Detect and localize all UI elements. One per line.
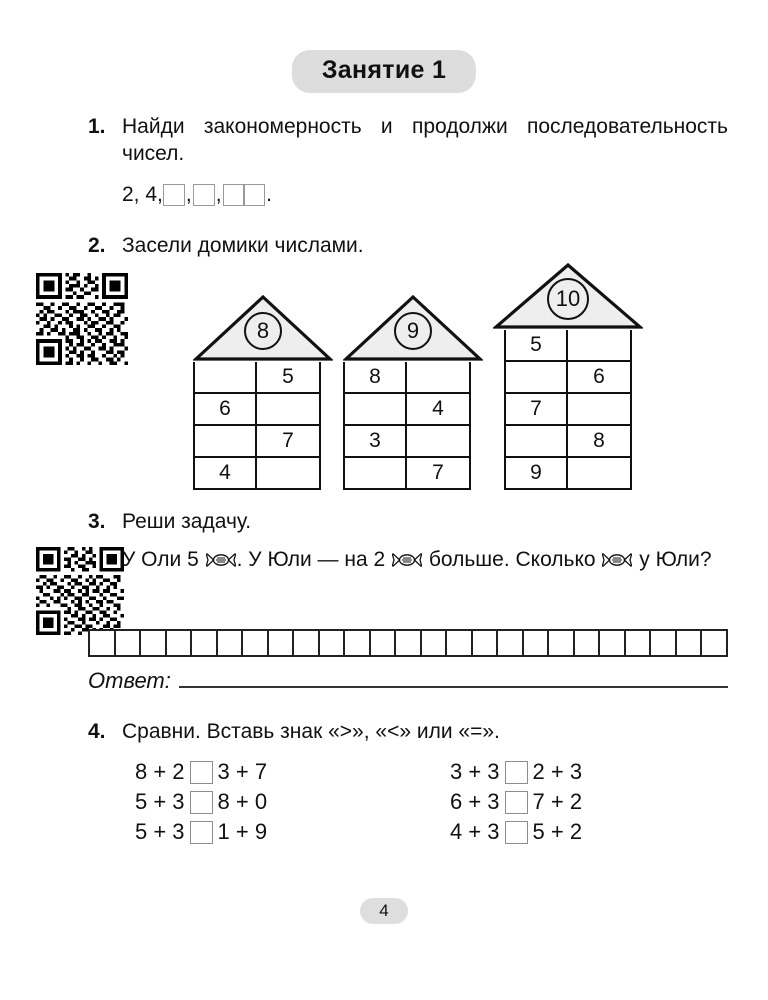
house-1-r4-right[interactable] <box>257 458 319 488</box>
table-row <box>506 392 630 424</box>
task-1-text: Найди закономерность и продолжи последовательность чисел. <box>122 115 728 165</box>
compare-rhs: 3 + 7 <box>217 759 268 784</box>
compare-column-left <box>88 757 398 847</box>
strip-cell[interactable] <box>294 631 320 655</box>
strip-cell[interactable] <box>651 631 677 655</box>
house-2-r1-left[interactable]: 8 <box>345 362 407 392</box>
house-1-r3-right[interactable]: 7 <box>282 429 294 452</box>
task-1-heading <box>88 113 728 167</box>
house-2 <box>343 294 483 490</box>
word-problem-part-4: у Юли? <box>633 548 712 571</box>
task-4-heading <box>88 718 728 745</box>
table-row <box>195 392 319 424</box>
compare-lhs: 8 + 2 <box>135 759 185 784</box>
compare-row <box>398 757 708 787</box>
house-3 <box>493 262 643 490</box>
strip-cell[interactable] <box>524 631 550 655</box>
compare-sign-box[interactable] <box>505 791 528 814</box>
strip-cell[interactable] <box>396 631 422 655</box>
strip-cell[interactable] <box>702 631 726 655</box>
house-3-r5-left[interactable]: 9 <box>506 458 568 488</box>
task-2-heading <box>88 232 728 259</box>
compare-row <box>88 757 398 787</box>
strip-cell[interactable] <box>498 631 524 655</box>
page-number: 4 <box>360 898 408 924</box>
house-2-r4-right[interactable]: 7 <box>432 461 444 484</box>
strip-cell[interactable] <box>141 631 167 655</box>
house-3-r4-left[interactable] <box>506 426 568 456</box>
strip-cell[interactable] <box>116 631 142 655</box>
house-1-r4-left[interactable]: 4 <box>195 458 257 488</box>
compare-lhs: 6 + 3 <box>450 789 500 814</box>
strip-cell[interactable] <box>371 631 397 655</box>
answer-blank-line[interactable] <box>179 670 728 688</box>
strip-cell[interactable] <box>677 631 703 655</box>
compare-lhs: 5 + 3 <box>135 789 185 814</box>
answer-label: Ответ: <box>88 668 171 693</box>
word-problem-text <box>122 546 728 573</box>
house-1-sum: 8 <box>244 312 282 350</box>
strip-cell[interactable] <box>600 631 626 655</box>
compare-rhs: 5 + 2 <box>532 819 583 844</box>
table-row <box>195 424 319 456</box>
strip-cell[interactable] <box>447 631 473 655</box>
task-1 <box>88 113 728 207</box>
house-2-r3-right[interactable] <box>407 426 469 456</box>
house-3-r2-right[interactable]: 6 <box>593 365 605 388</box>
strip-cell[interactable] <box>90 631 116 655</box>
house-1-r2-left[interactable]: 6 <box>195 394 257 424</box>
strip-cell[interactable] <box>626 631 652 655</box>
compare-column-right <box>398 757 708 847</box>
house-2-r2-right[interactable]: 4 <box>432 397 444 420</box>
compare-sign-box[interactable] <box>505 821 528 844</box>
table-row <box>506 330 630 360</box>
candy-icon <box>602 552 632 568</box>
house-1-roof <box>193 294 333 362</box>
sequence-comma-1: , <box>185 183 192 206</box>
strip-cell[interactable] <box>167 631 193 655</box>
strip-cell[interactable] <box>243 631 269 655</box>
compare-rhs: 2 + 3 <box>532 759 583 784</box>
candy-icon <box>206 552 236 568</box>
task-2-text: Засели домики числами. <box>122 234 364 257</box>
table-row <box>345 456 469 488</box>
task-3-number: 3. <box>88 510 106 533</box>
sequence-blank-2[interactable] <box>193 184 215 206</box>
house-3-r4-right[interactable]: 8 <box>593 429 605 452</box>
sequence-comma-2: , <box>215 183 222 206</box>
sequence-given: 2, 4, <box>122 183 163 206</box>
compare-sign-box[interactable] <box>190 791 213 814</box>
table-row <box>195 362 319 392</box>
task-4 <box>88 718 728 745</box>
compare-row <box>88 787 398 817</box>
strip-cell[interactable] <box>473 631 499 655</box>
work-strip[interactable] <box>88 629 728 657</box>
strip-cell[interactable] <box>575 631 601 655</box>
strip-cell[interactable] <box>320 631 346 655</box>
table-row <box>506 360 630 392</box>
house-1-r1-right[interactable]: 5 <box>282 365 294 388</box>
house-2-r4-left[interactable] <box>345 458 407 488</box>
house-2-grid <box>343 362 471 490</box>
table-row <box>195 456 319 488</box>
compare-rhs: 8 + 0 <box>217 789 268 814</box>
compare-sign-box[interactable] <box>190 761 213 784</box>
compare-sign-box[interactable] <box>505 761 528 784</box>
compare-lhs: 4 + 3 <box>450 819 500 844</box>
word-problem-part-3: больше. Сколько <box>423 548 602 571</box>
house-3-r1-left[interactable]: 5 <box>506 330 568 360</box>
house-2-roof <box>343 294 483 362</box>
sequence-blank-1[interactable] <box>163 184 185 206</box>
number-sequence <box>122 183 728 207</box>
compare-grid <box>88 757 728 847</box>
task-3-text: Реши задачу. <box>122 510 252 533</box>
table-row <box>506 456 630 488</box>
task-4-text: Сравни. Вставь знак «>», «<» или «=». <box>122 720 500 743</box>
word-problem-part-2: . У Юли — на 2 <box>236 548 392 571</box>
strip-cell[interactable] <box>345 631 371 655</box>
house-3-grid <box>504 330 632 490</box>
compare-lhs: 3 + 3 <box>450 759 500 784</box>
answer-row <box>88 668 728 694</box>
task-3-heading <box>88 508 728 535</box>
word-problem-part-1: У Оли 5 <box>122 548 205 571</box>
house-1-grid <box>193 362 321 490</box>
house-1-r1-left[interactable] <box>195 362 257 392</box>
house-3-r2-left[interactable] <box>506 362 568 392</box>
strip-cell[interactable] <box>422 631 448 655</box>
task-2 <box>88 232 728 259</box>
house-3-roof <box>493 262 643 330</box>
compare-lhs: 5 + 3 <box>135 819 185 844</box>
table-row <box>345 424 469 456</box>
house-2-r2-left[interactable] <box>345 394 407 424</box>
compare-rhs: 7 + 2 <box>532 789 583 814</box>
task-1-number: 1. <box>88 115 106 138</box>
house-3-sum: 10 <box>547 278 589 320</box>
house-3-r3-right[interactable] <box>568 394 630 424</box>
house-1-r2-right[interactable] <box>257 394 319 424</box>
compare-row <box>398 817 708 847</box>
page-title: Занятие 1 <box>292 50 476 93</box>
number-houses <box>88 275 728 490</box>
strip-cell[interactable] <box>269 631 295 655</box>
strip-cell[interactable] <box>192 631 218 655</box>
house-1-r3-left[interactable] <box>195 426 257 456</box>
sequence-blank-4[interactable] <box>243 184 265 206</box>
strip-cell[interactable] <box>549 631 575 655</box>
task-2-number: 2. <box>88 234 106 257</box>
house-2-sum: 9 <box>394 312 432 350</box>
table-row <box>345 392 469 424</box>
table-row <box>506 424 630 456</box>
compare-row <box>398 787 708 817</box>
house-3-r1-right[interactable] <box>568 330 630 360</box>
house-3-r3-left[interactable]: 7 <box>506 394 568 424</box>
sequence-blank-3[interactable] <box>223 184 245 206</box>
candy-icon <box>392 552 422 568</box>
sequence-period: . <box>266 183 273 206</box>
strip-cell[interactable] <box>218 631 244 655</box>
table-row <box>345 362 469 392</box>
house-3-r5-right[interactable] <box>568 458 630 488</box>
compare-rhs: 1 + 9 <box>217 819 268 844</box>
task-3 <box>88 508 728 573</box>
compare-row <box>88 817 398 847</box>
house-1 <box>193 294 333 490</box>
house-2-r1-right[interactable] <box>407 362 469 392</box>
compare-sign-box[interactable] <box>190 821 213 844</box>
task-4-number: 4. <box>88 720 106 743</box>
house-2-r3-left[interactable]: 3 <box>345 426 407 456</box>
